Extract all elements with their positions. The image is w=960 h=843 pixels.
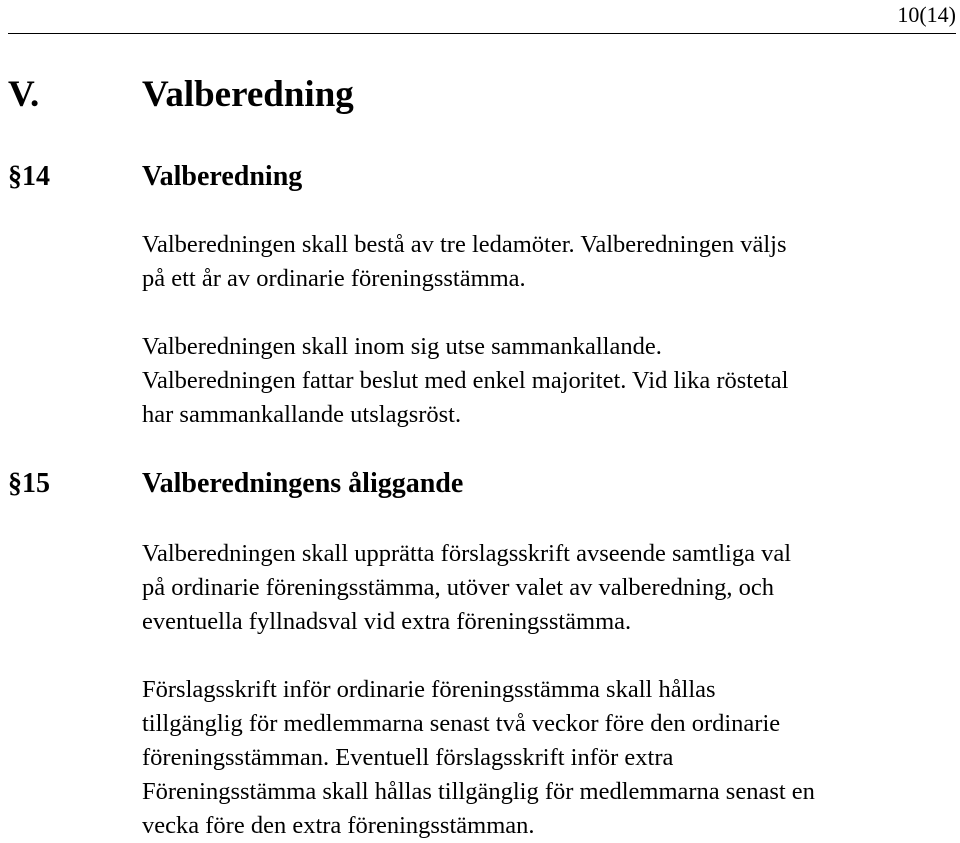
text-line: Valberedningen fattar beslut med enkel majoritet. Vid lika röstetal [142,367,789,394]
chapter-number: V. [8,74,40,115]
section-number: §15 [8,468,50,499]
text-line: Förslagsskrift inför ordinarie föreningsstämma skall hållas [142,676,716,703]
section-14-paragraph-1 [142,228,957,296]
text-line: Föreningsstämma skall hållas tillgänglig för medlemmarna senast en [142,778,815,805]
text-line: vecka före den extra föreningsstämman. [142,812,535,839]
text-line: Valberedningen skall bestå av tre ledamöter. Valberedningen väljs [142,231,787,258]
text-line: föreningsstämman. Eventuell förslagsskrift inför extra [142,744,674,771]
text-line: eventuella fyllnadsval vid extra föreningsstämma. [142,608,632,635]
section-number: §14 [8,161,50,192]
text-line: har sammankallande utslagsröst. [142,401,462,428]
section-15-paragraph-2 [142,673,957,843]
text-line: Valberedningen skall upprätta förslagsskrift avseende samtliga val [142,540,792,567]
section-14-paragraph-2 [142,330,957,432]
text-line: tillgänglig för medlemmarna senast två veckor före den ordinarie [142,710,781,737]
text-line: på ordinarie föreningsstämma, utöver valet av valberedning, och [142,574,775,601]
page-number: 10(14) [897,2,956,27]
header-rule [8,33,956,34]
section-title: Valberedningens åliggande [142,468,464,499]
text-line: Valberedningen skall inom sig utse sammankallande. [142,333,662,360]
section-15-paragraph-1 [142,537,957,639]
section-title: Valberedning [142,161,303,192]
chapter-title: Valberedning [142,74,354,115]
text-line: på ett år av ordinarie föreningsstämma. [142,265,526,292]
